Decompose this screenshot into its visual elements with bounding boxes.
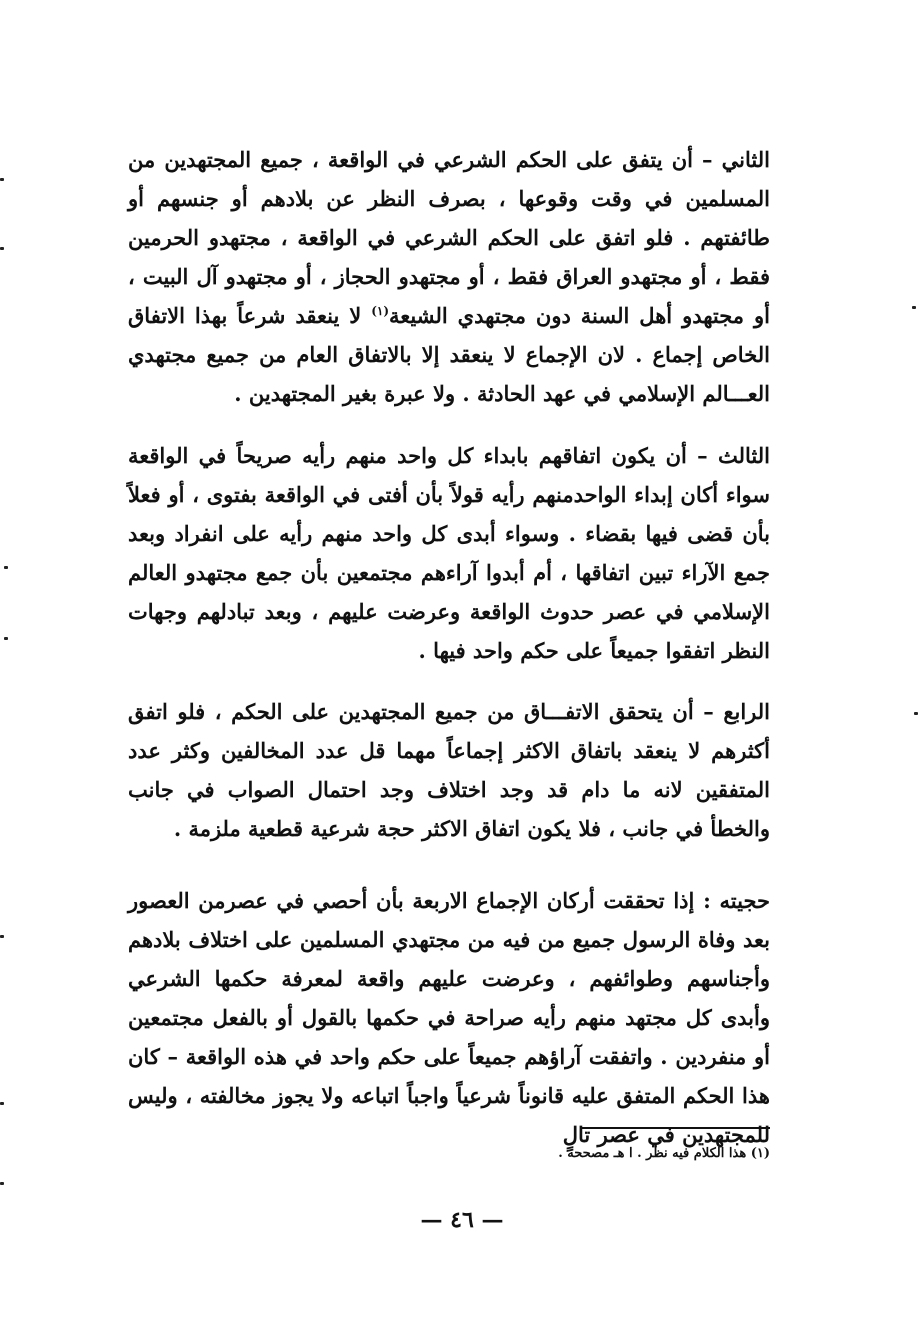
scan-speck <box>0 1102 4 1105</box>
footnote-reference: (١) <box>371 304 390 318</box>
scan-speck <box>912 306 916 309</box>
paragraph-fourth-condition: الرابع – أن يتحقق الاتفـــاق من جميع المجتهدين على الحكم ، فلو اتفق أكثرهم لا ينعقد باتفاق الاكثر إجماعاً مهما قل عدد المخالفين وكثر عدد المتفقين لانه ما دام قد وجد اختلاف وجد احتمال الصواب في جانب والخطأ في جانب ، فلا يكون اتفاق الاكثر حجة شرعية قطعية ملزمة . <box>128 699 770 841</box>
paragraph-second-condition-continuation: لا ينعقد شرعاً بهذا الاتفاق الخاص إجماع . لان الإجماع لا ينعقد إلا بالاتفاق العام من جميع مجتهدي العـــالم الإسلامي في عهد الحادثة . ولا عبرة بغير المجتهدين . <box>128 303 770 406</box>
page-number: — ٤٦ — <box>420 1207 504 1233</box>
scan-speck <box>4 566 8 569</box>
scan-speck <box>0 247 4 250</box>
paragraph-second-condition-text: الثاني – أن يتفق على الحكم الشرعي في الواقعة ، جميع المجتهدين من المسلمين في وقت وقوعها ، بصرف النظر عن بلادهم أو جنسهم أو طائفتهم . فلو اتفق على الحكم الشرعي في الواقعة ، مجتهدو الحرمين فقط ، أو مجتهدو العراق فقط ، أو مجتهدو الحجاز ، أو مجتهدو آل البيت ، أو مجتهدو أهل السنة دون مجتهدي الشيعة <box>128 147 770 328</box>
scan-speck <box>0 178 4 181</box>
paragraph-third-condition: الثالث – أن يكون اتفاقهم بابداء كل واحد منهم رأيه صريحاً في الواقعة سواء أكان إبداء الواحدمنهم رأيه قولاً بأن أفتى في الواقعة بفتوى ، أو فعلاً بأن قضى فيها بقضاء . وسواء أبدى كل واحد منهم رأيه على انفراد وبعد جمع الآراء تبين اتفاقها ، أم أبدوا آراءهم مجتمعين بأن جمع مجتهدو العالم الإسلامي في عصر حدوث الواقعة وعرضت عليهم ، وبعد تبادلهم وجهات النظر اتفقوا جميعاً على حكم واحد فيها . <box>128 443 770 663</box>
main-text <box>128 140 770 1154</box>
scan-speck <box>914 712 918 715</box>
authority-text: إذا تحققت أركان الإجماع الاربعة بأن أحصي في عصرمن العصور بعد وفاة الرسول جميع من فيه من مجتهدي المسلمين على اختلاف بلادهم وأجناسهم وطوائفهم ، وعرضت عليهم واقعة لمعرفة حكمها الشرعي وأبدى كل مجتهد منهم رأيه صراحة في حكمها بالقول أو بالفعل مجتمعين أو منفردين . واتفقت آراؤهم جميعاً على حكم واحد في هذه الواقعة – كان هذا الحكم المتفق عليه قانوناً شرعياً واجباً اتباعه ولا يجوز مخالفته ، وليس للمجتهدين في عصر تالٍ <box>128 888 770 1147</box>
authority-heading: حجيته : <box>703 888 770 913</box>
scan-speck <box>0 935 4 938</box>
paragraph-second-condition <box>128 140 770 413</box>
scan-speck <box>4 637 8 640</box>
footnote: (١) هذا الكلام فيه نظر . ا هـ مصححه . <box>558 1146 770 1161</box>
scan-speck <box>0 1182 4 1185</box>
paragraph-authority <box>128 881 770 1154</box>
footnote-divider <box>580 1127 770 1129</box>
